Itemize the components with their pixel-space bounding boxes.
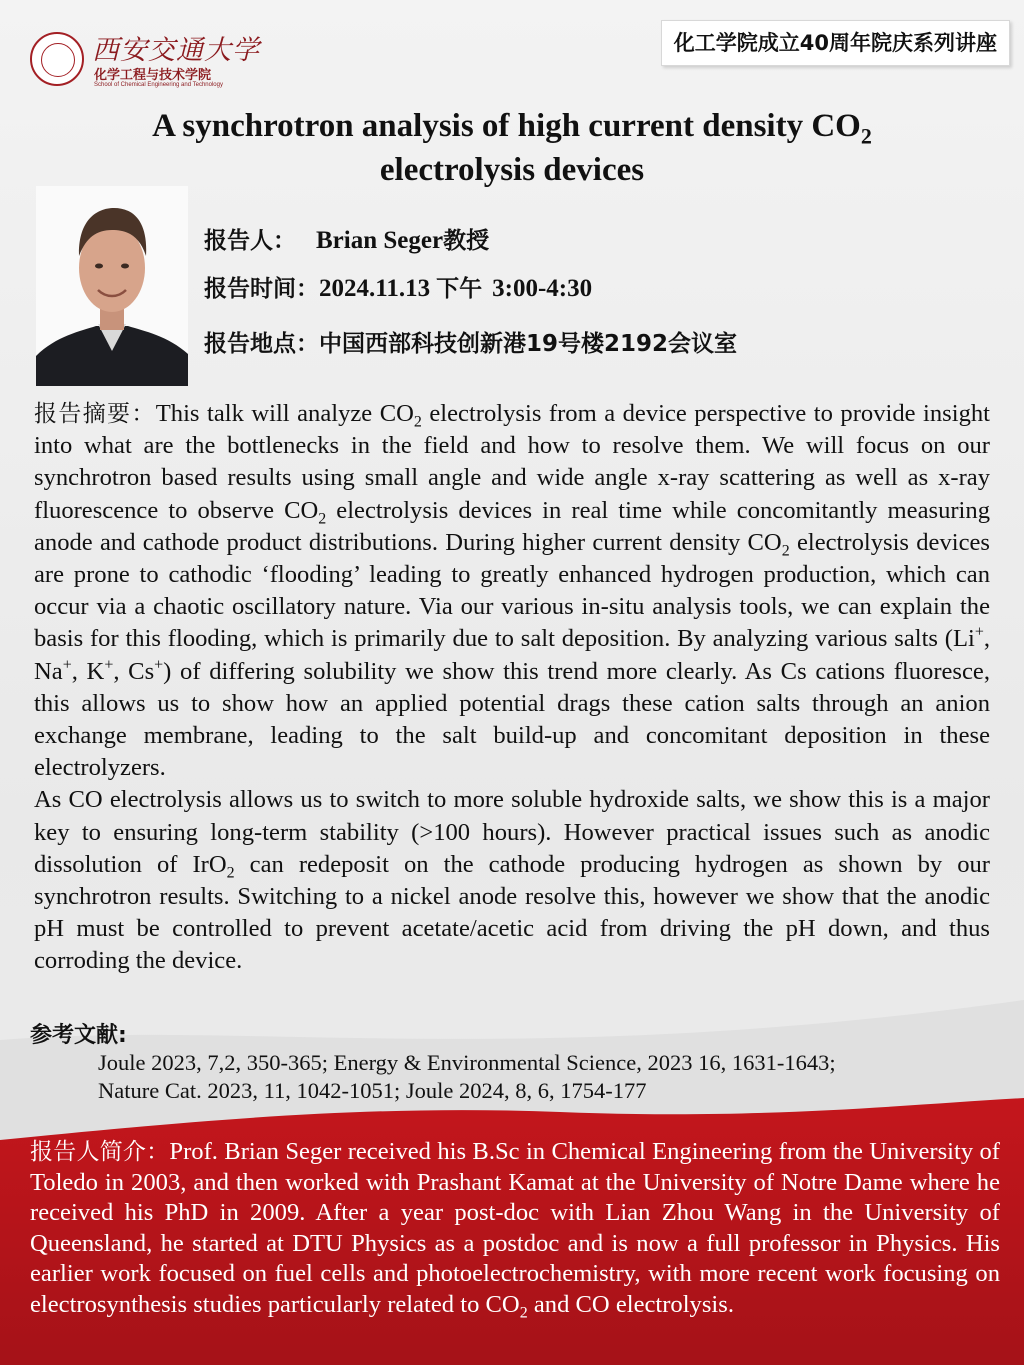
speaker-label: 报告人： <box>204 228 296 254</box>
speaker-title: 教授 <box>443 228 490 254</box>
talk-title: A synchrotron analysis of high current density $CO_2$ electrolysis devices <box>152 108 872 188</box>
reference-line: Joule 2023, 7,2, 350-365; Energy & Environmental Science, 2023 16, 1631-1643; <box>98 1050 836 1075</box>
university-name: 西安交通大学 <box>92 35 260 66</box>
venue: 中国西部科技创新港19号楼2192会议室 <box>319 331 738 357</box>
references-label: 参考文献: <box>30 1023 127 1048</box>
speaker-name: Brian Seger <box>316 227 444 254</box>
abstract <box>34 398 990 978</box>
abstract-label: 报告摘要： <box>34 401 156 427</box>
talk-hours: 3:00-4:30 <box>492 275 593 302</box>
venue-row <box>204 325 737 358</box>
venue-label: 报告地点： <box>204 331 319 357</box>
time-row <box>204 270 592 303</box>
time-label: 报告时间： <box>204 276 319 302</box>
talk-date: 2024.11.13 <box>319 275 431 302</box>
speaker-photo <box>36 186 188 386</box>
speaker-bio: 报告人简介：Prof. Brian Seger received his B.Sc in Chemical Engineering from the University of Toledo in 2003, and then worked with Prashant Kamat at the University of Notre Dame where he received his PhD in 2009. After a year post-doc with Lian Zhou Wang in the University of Queensland, he started at DTU Physics as a postdoc and is now a full professor in Physics. His earlier work focused on fuel cells and photoelectrochemistry, with more recent work focusing on electrosynthesis studies particularly related to $CO_2$ and CO electrolysis. <box>30 1138 1000 1322</box>
references-list <box>98 1049 998 1105</box>
school-name-en: School of Chemical Engineering and Technology <box>94 82 223 88</box>
series-tag: 化工学院成立40周年院庆系列讲座 <box>661 20 1010 66</box>
abstract-paragraph-1: 报告摘要：This talk will analyze $CO_2$ electrolysis from a device perspective to provide insight into what are the bottlenecks in the field and how to resolve them. We will focus on our synchrotron based results using small angle and wide angle x-ray scattering as well as x-ray fluorescence to observe $CO_2$ electrolysis devices in real time while concomitantly measuring anode and cathode product distributions. During higher current density $CO_2$ electrolysis devices are prone to cathodic ‘flooding’ leading to greatly enhanced hydrogen production, which can occur via a chaotic oscillatory nature. Via our various in-situ analysis tools, we can explain the basis for this flooding, which is primarily due to salt deposition. By analyzing various salts (Li+, Na+, K+, Cs+) of differing solubility we show this trend more clearly. As Cs cations fluoresce, this allows us to show how an applied potential drags these cation salts through an anion exchange membrane, leading to the salt build-up and concomitant deposition in these electrolyzers. <box>34 400 990 782</box>
talk-period: 下午 <box>436 276 483 302</box>
abstract-paragraph-2: As CO electrolysis allows us to switch to more soluble hydroxide salts, we show this is a major key to ensuring long-term stability (>100 hours). However practical issues such as anodic dissolution of IrO$_2$ can redeposit on the cathode producing hydrogen as shown by our synchrotron results. Switching to a nickel anode resolve this, however we show that the anodic pH must be controlled to prevent acetate/acetic acid from driving the pH down, and thus corroding the device. <box>34 786 990 975</box>
bio-label: 报告人简介： <box>30 1139 170 1165</box>
speaker-row <box>204 222 489 255</box>
school-name: 化学工程与技术学院 <box>94 68 212 83</box>
reference-line: Nature Cat. 2023, 11, 1042-1051; Joule 2024, 8, 6, 1754-177 <box>98 1078 647 1103</box>
university-logo <box>30 28 260 90</box>
university-seal-icon <box>30 32 84 86</box>
